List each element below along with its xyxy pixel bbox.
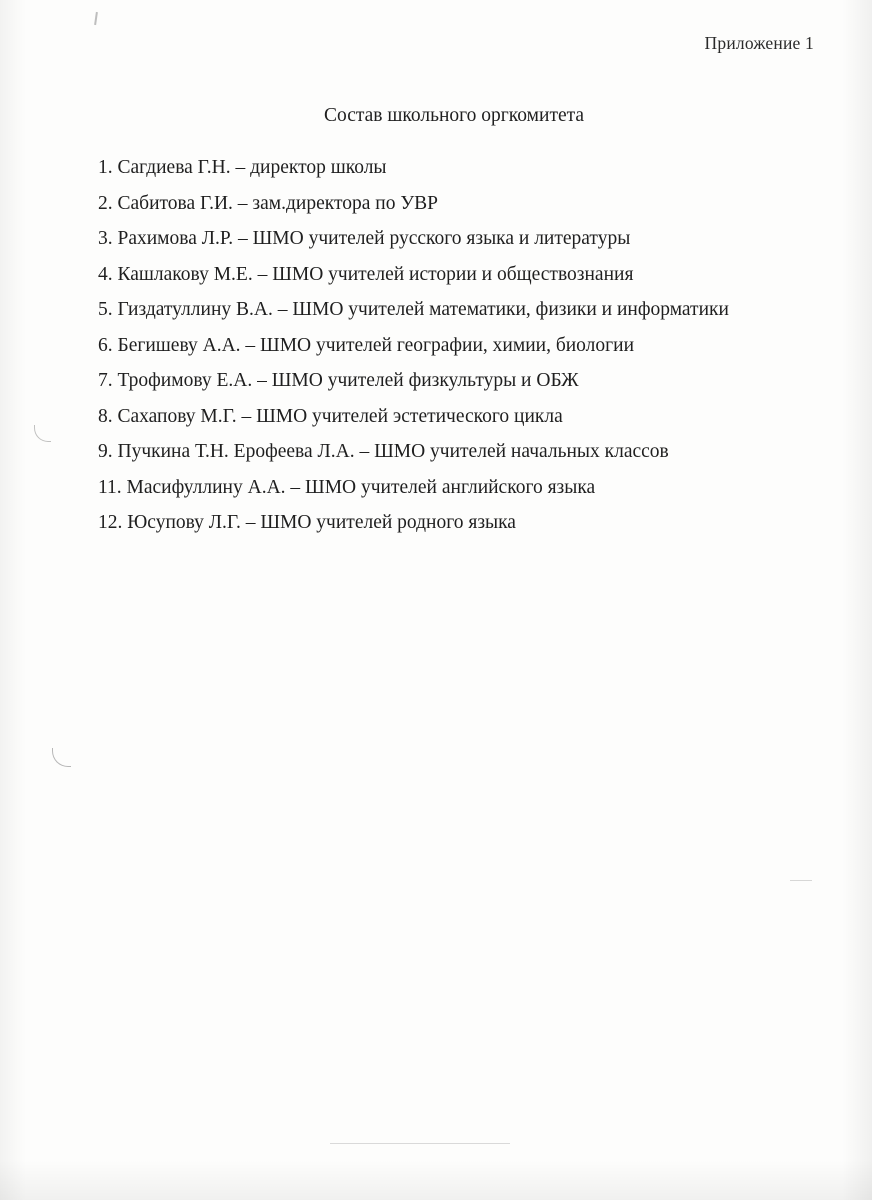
list-item: 1. Сагдиева Г.Н. – директор школы	[98, 157, 387, 178]
appendix-label: Приложение 1	[704, 33, 814, 53]
page-edge-shadow-right	[842, 0, 872, 1200]
page-title: Состав школьного оргкомитета	[323, 105, 585, 126]
list-item: 7. Трофимову Е.А. – ШМО учителей физкультуры и ОБЖ	[98, 370, 579, 391]
list-item: 12. Юсупову Л.Г. – ШМО учителей родного языка	[98, 512, 516, 533]
list-item: 11. Масифуллину А.А. – ШМО учителей английского языка	[98, 476, 596, 498]
scan-artifact-mark-left-lower	[52, 748, 71, 767]
scan-artifact-mark-left-upper	[34, 425, 51, 442]
list-item: 4. Кашлакову М.Е. – ШМО учителей истории и обществознания	[98, 263, 634, 285]
list-item: 6. Бегишеву А.А. – ШМО учителей географии, химии, биологии	[98, 334, 635, 356]
scan-artifact-mark-top	[94, 12, 98, 25]
committee-list	[98, 150, 798, 541]
list-item: 8. Сахапову М.Г. – ШМО учителей эстетического цикла	[98, 405, 563, 427]
scan-artifact-mark-bottom	[330, 1143, 510, 1145]
list-item: 2. Сабитова Г.И. – зам.директора по УВР	[98, 192, 438, 214]
list-item: 5. Гиздатуллину В.А. – ШМО учителей математики, физики и информатики	[98, 299, 729, 320]
list-item: 9. Пучкина Т.Н. Ерофеева Л.А. – ШМО учителей начальных классов	[98, 441, 669, 462]
scan-artifact-mark-right	[790, 880, 812, 881]
list-item: 3. Рахимова Л.Р. – ШМО учителей русского языка и литературы	[98, 228, 631, 249]
page-edge-shadow-left	[0, 0, 26, 1200]
page-edge-shadow-bottom	[0, 1160, 872, 1200]
